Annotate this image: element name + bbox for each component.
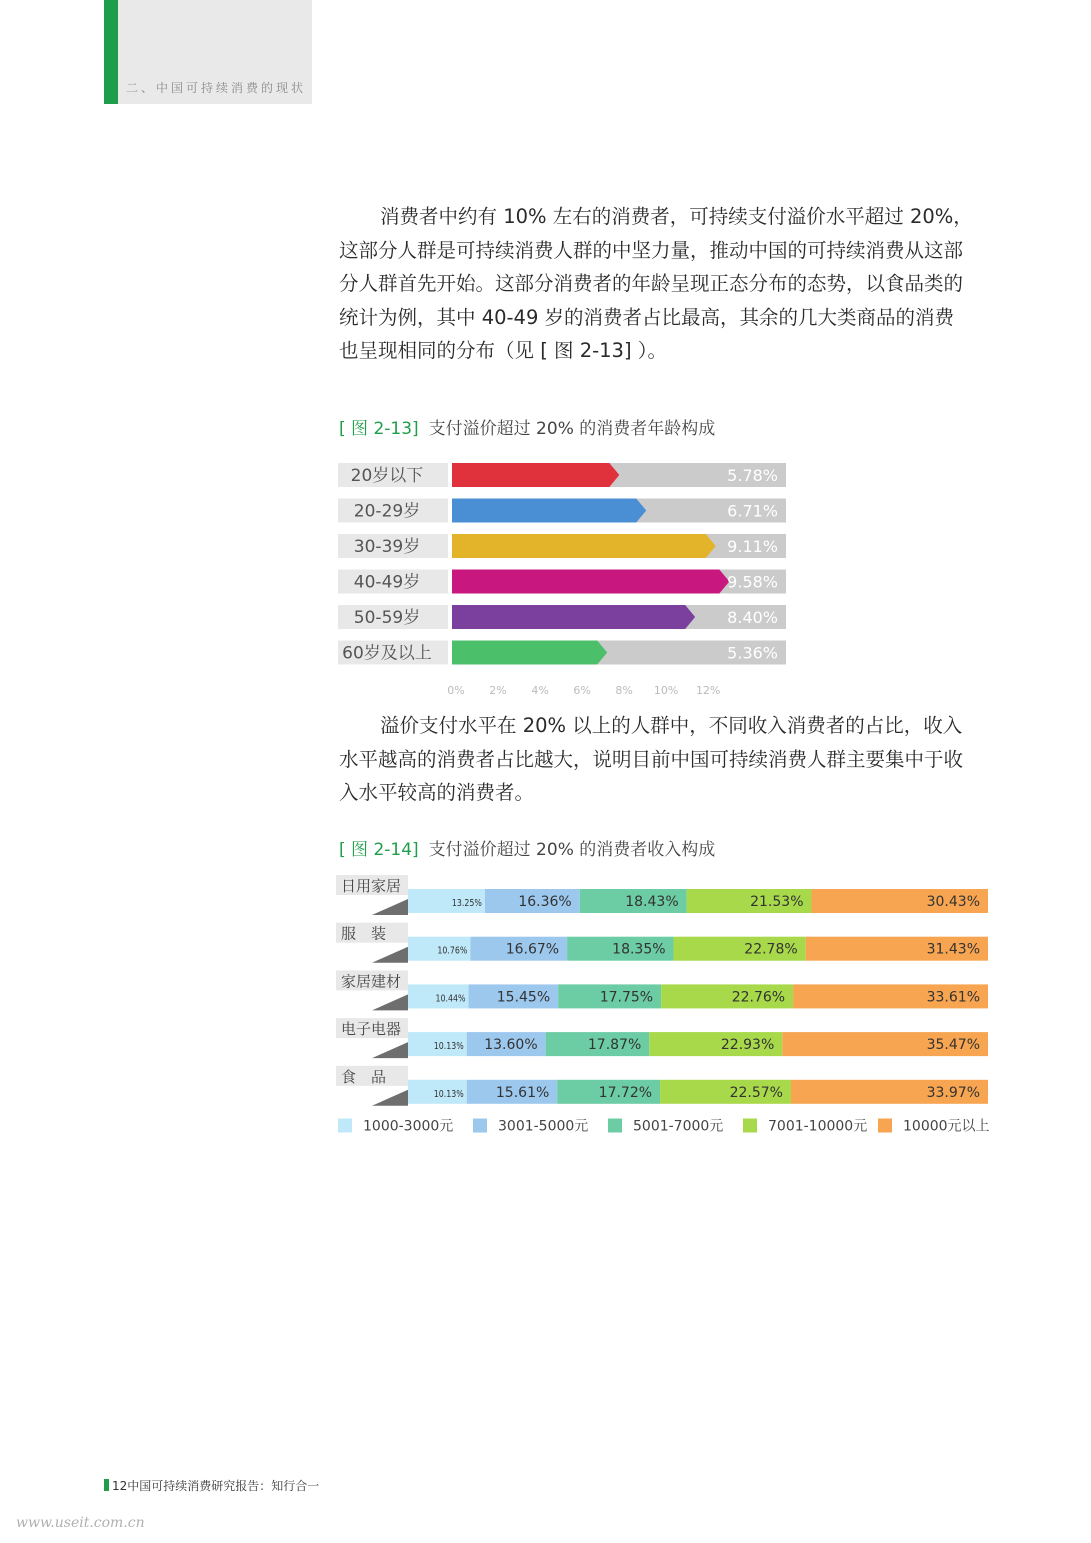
age-category-label: 60岁及以上: [342, 643, 432, 664]
income-category-label: 电子电器: [341, 1020, 402, 1039]
age-bar: [452, 641, 607, 665]
age-bar: [452, 463, 619, 487]
x-tick-label: 12%: [695, 684, 721, 695]
age-category-label: 40-49岁: [353, 572, 421, 593]
income-composition-chart: [336, 870, 990, 1140]
age-value-label: 8.40%: [727, 608, 778, 627]
age-bar: [452, 570, 729, 594]
x-tick-label: 6%: [573, 684, 591, 695]
paragraph-line: 水平越高的消费者占比越大，说明目前中国可持续消费人群主要集中于收: [339, 747, 964, 771]
paragraph-line: 消费者中约有 10% 左右的消费者，可持续支付溢价水平超过 20%，: [380, 205, 973, 228]
paragraph-line: 也呈现相同的分布（见 [ 图 2-13] ）。: [339, 339, 668, 362]
age-bar: [452, 534, 716, 558]
page-number: 12: [112, 1479, 128, 1493]
income-segment-label: 10.13%: [433, 1041, 464, 1053]
income-segment-label: 22.93%: [720, 1037, 775, 1054]
income-segment-label: 10.44%: [435, 993, 466, 1005]
legend-swatch: [338, 1119, 352, 1133]
paragraph-line: 分人群首先开始。这部分消费者的年龄呈现正态分布的态势，以食品类的: [339, 272, 964, 295]
age-value-label: 5.36%: [727, 643, 778, 663]
figure-number: [ 图 2-14]: [339, 840, 419, 860]
income-segment-label: 22.57%: [729, 1084, 783, 1101]
paragraph-line: 入水平较高的消费者。: [339, 781, 535, 804]
age-category-label: 50-59岁: [353, 608, 421, 628]
income-segment-label: 13.25%: [451, 898, 482, 909]
footer-accent-mark: [104, 1479, 109, 1491]
figure-2-13-caption: [339, 414, 715, 439]
income-segment-label: 13.60%: [484, 1037, 538, 1054]
site-watermark: www.useit.com.cn: [16, 1515, 145, 1531]
income-segment-label: 10.13%: [433, 1088, 464, 1100]
income-segment-label: 17.87%: [587, 1037, 642, 1054]
legend-label: 10000元以上: [903, 1118, 990, 1135]
x-tick-label: 10%: [653, 684, 679, 695]
income-segment-label: 15.45%: [496, 989, 551, 1006]
publication-title: 中国可持续消费研究报告：知行合一: [127, 1479, 320, 1493]
income-segment-label: 33.61%: [926, 989, 980, 1006]
figure-title: 支付溢价超过 20% 的消费者收入构成: [428, 840, 716, 860]
age-category-label: 20-29岁: [353, 501, 421, 522]
legend-label: 5001-7000元: [633, 1118, 724, 1135]
income-segment-label: 15.61%: [495, 1084, 550, 1101]
paragraph-line: 溢价支付水平在 20% 以上的人群中，不同收入消费者的占比，收入: [380, 714, 963, 737]
income-segment-label: 30.43%: [926, 894, 980, 910]
body-paragraph-2: [339, 709, 991, 810]
age-category-label: 30-39岁: [353, 537, 421, 557]
legend-swatch: [878, 1119, 892, 1133]
age-value-label: 6.71%: [727, 501, 778, 521]
legend-swatch: [608, 1119, 622, 1133]
income-segment-label: 22.78%: [744, 941, 798, 958]
legend-label: 1000-3000元: [363, 1118, 454, 1135]
income-segment-label: 31.43%: [926, 941, 980, 958]
age-category-label: 20岁以下: [350, 466, 424, 486]
income-segment-label: 17.72%: [598, 1084, 653, 1101]
income-category-label: 食 品: [341, 1067, 387, 1086]
x-tick-label: 4%: [531, 684, 549, 695]
x-tick-label: 0%: [447, 684, 465, 695]
income-segment-label: 16.36%: [518, 894, 572, 910]
income-category-label: 日用家居: [341, 877, 402, 895]
legend-label: 3001-5000元: [498, 1118, 589, 1135]
age-composition-chart: [338, 460, 788, 695]
income-segment-label: 33.97%: [926, 1084, 980, 1101]
page-footer: [104, 1477, 319, 1494]
income-segment-label: 18.35%: [612, 941, 666, 958]
age-bar: [452, 605, 695, 629]
legend-swatch: [743, 1119, 757, 1133]
income-segment-label: 16.67%: [505, 941, 560, 958]
x-tick-label: 8%: [615, 684, 633, 695]
section-header: [104, 0, 312, 104]
income-segment-label: 18.43%: [625, 894, 679, 910]
figure-title: 支付溢价超过 20% 的消费者年龄构成: [428, 419, 716, 439]
age-value-label: 9.58%: [727, 572, 778, 592]
body-paragraph-1: [339, 200, 991, 368]
section-title: 二、中国可持续消费的现状: [126, 81, 307, 95]
age-bar: [452, 499, 646, 523]
paragraph-line: 这部分人群是可持续消费人群的中坚力量，推动中国的可持续消费从这部: [339, 238, 964, 262]
figure-2-14-caption: [339, 835, 715, 860]
age-value-label: 9.11%: [727, 537, 778, 556]
income-category-label: 服 装: [341, 924, 387, 943]
paragraph-line: 统计为例，其中 40-49 岁的消费者占比最高，其余的几大类商品的消费: [339, 305, 955, 329]
legend-label: 7001-10000元: [768, 1118, 868, 1135]
header-accent-bar: [104, 0, 118, 104]
age-value-label: 5.78%: [727, 466, 778, 485]
figure-number: [ 图 2-13]: [339, 419, 419, 439]
income-segment-label: 17.75%: [599, 989, 654, 1006]
legend-swatch: [473, 1119, 487, 1133]
x-tick-label: 2%: [489, 684, 507, 695]
income-segment-label: 35.47%: [926, 1037, 980, 1054]
income-category-label: 家居建材: [341, 972, 402, 991]
income-segment-label: 22.76%: [731, 989, 786, 1006]
income-segment-label: 21.53%: [750, 894, 804, 910]
income-segment-label: 10.76%: [437, 945, 468, 957]
